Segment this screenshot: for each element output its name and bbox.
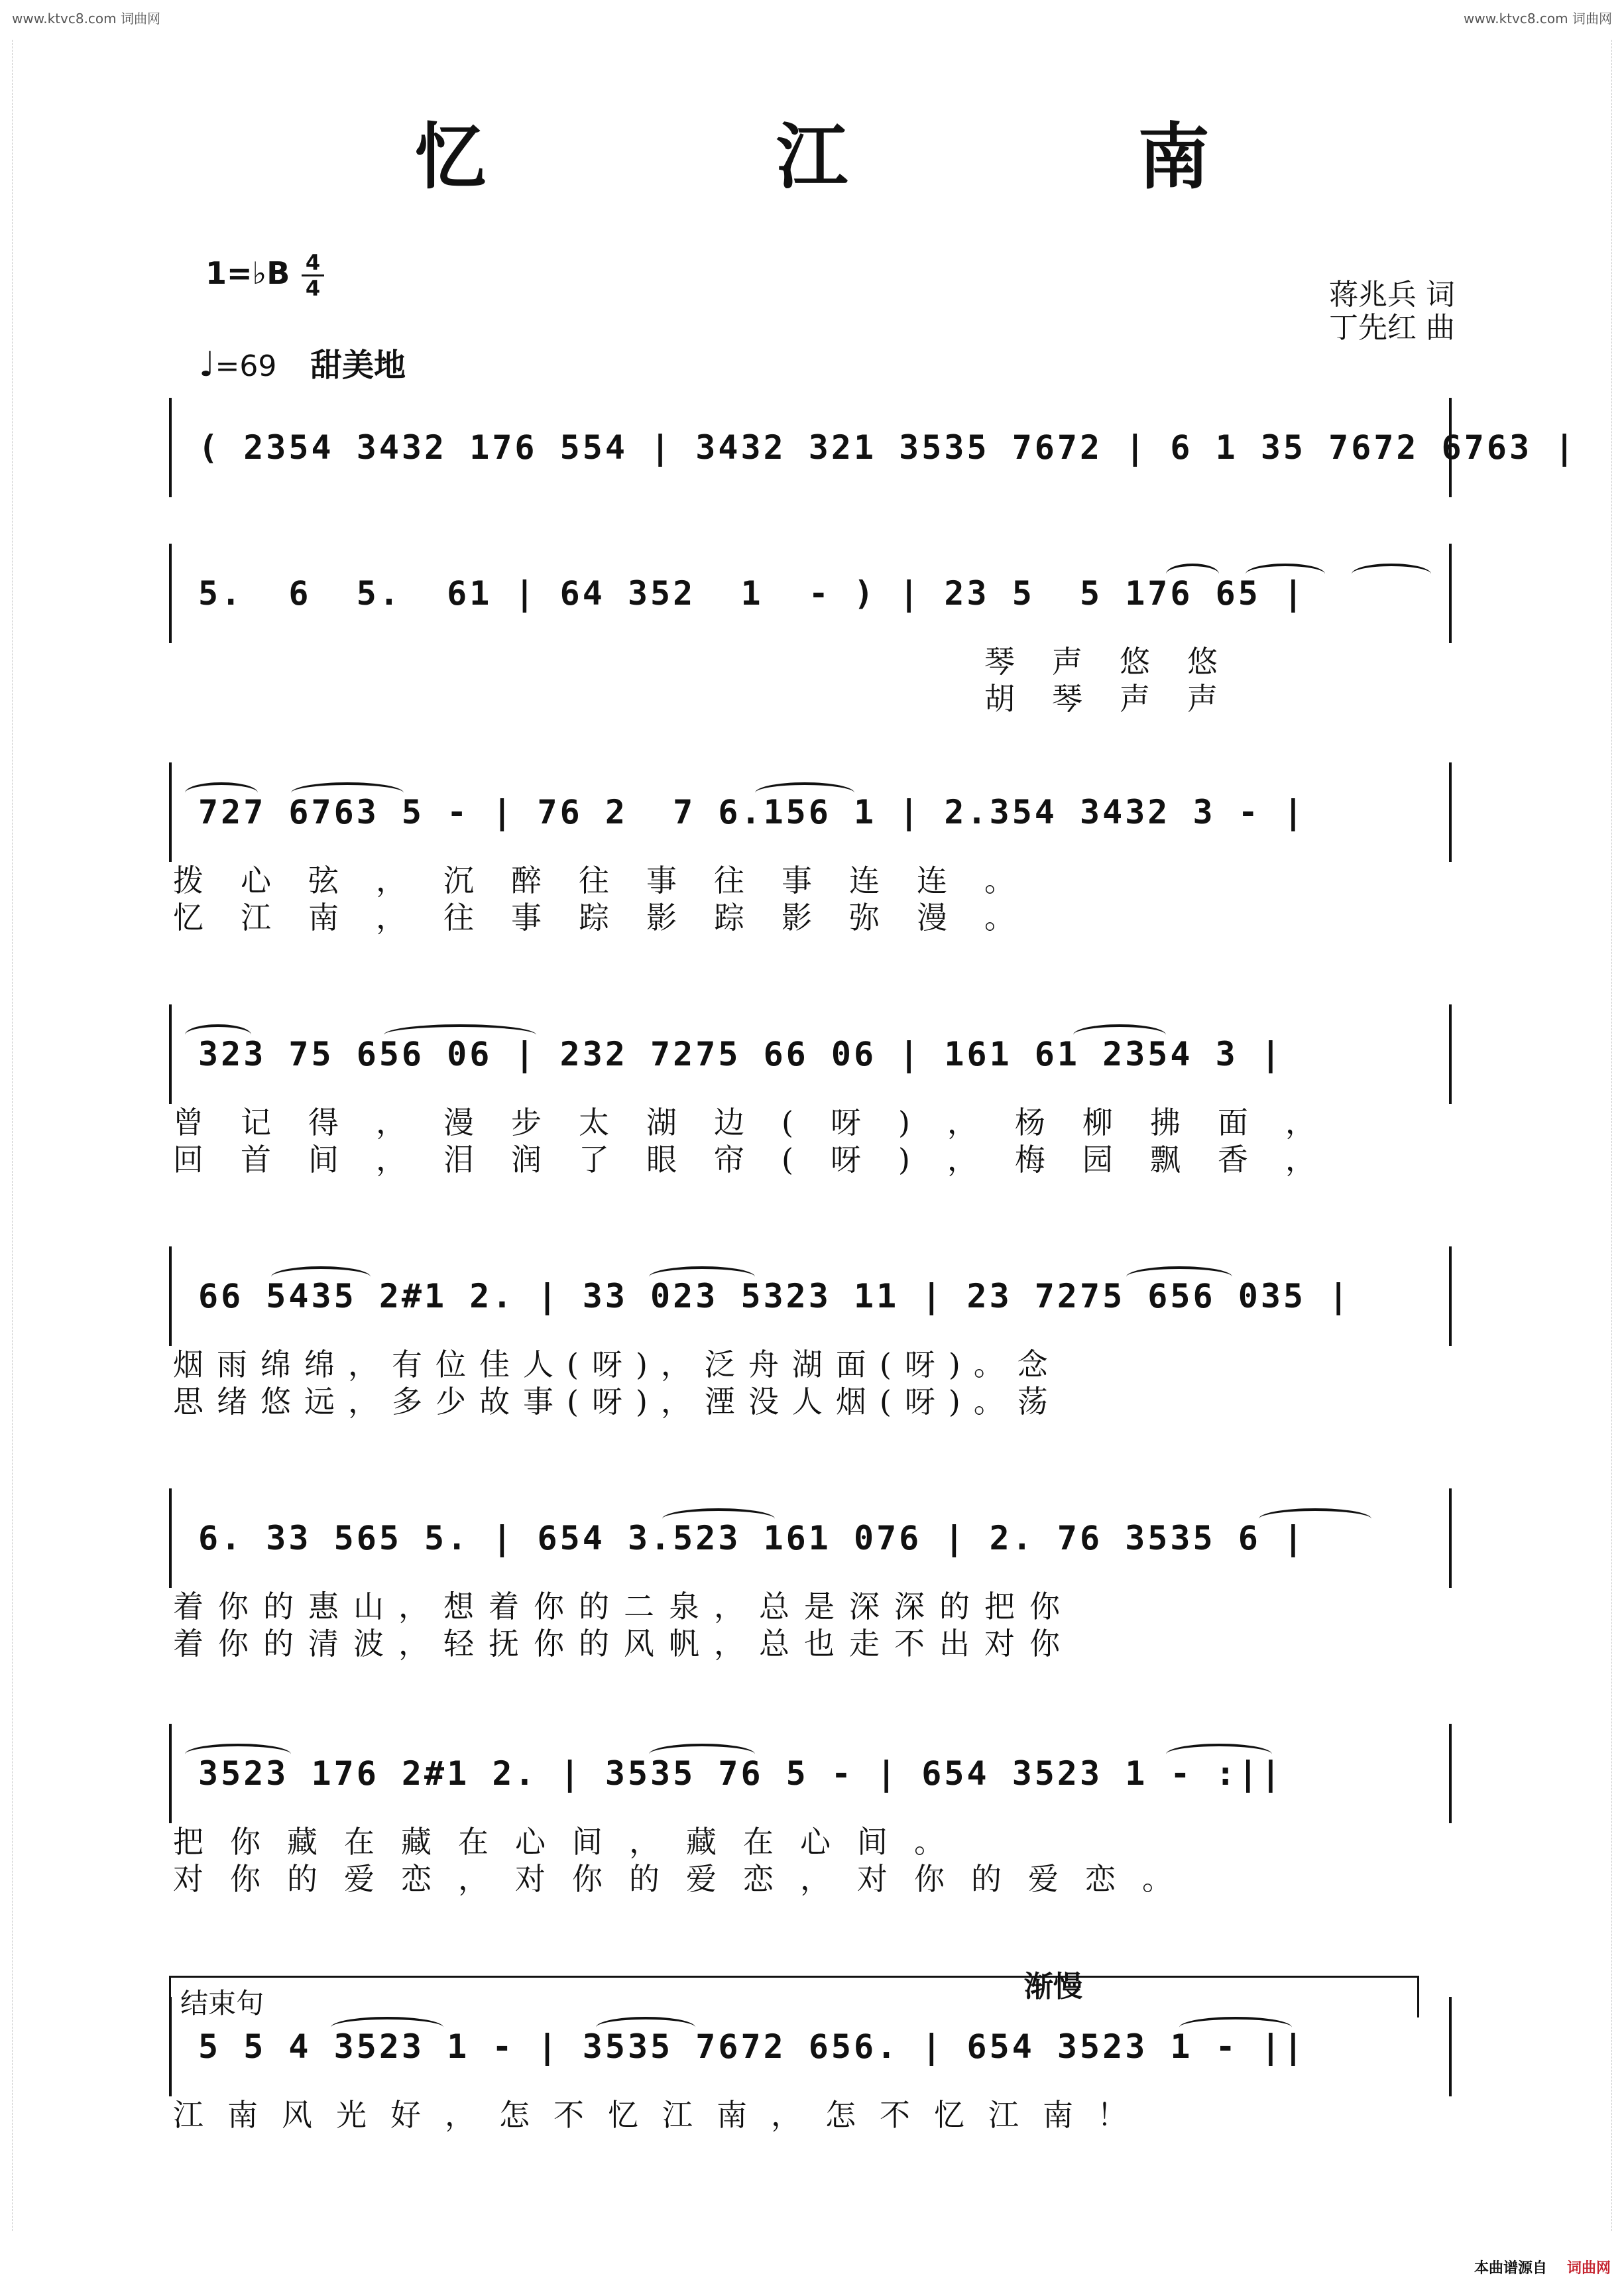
lyric-line-2: 回首间，泪润了眼帘(呀)，梅园飘香， bbox=[173, 1142, 1353, 1177]
notation-line bbox=[169, 762, 1452, 862]
lyricist-credit: 蒋兆兵 词 bbox=[1329, 278, 1455, 312]
lyric-line-1: 着你的惠山，想着你的二泉，总是深深的把你 bbox=[173, 1589, 1074, 1624]
slur-mark bbox=[185, 1744, 291, 1765]
tempo-marking bbox=[199, 345, 276, 385]
lyric-line-1: 曾记得，漫步太湖边(呀)，杨柳拂面， bbox=[173, 1105, 1353, 1140]
song-title: 忆 江 南 bbox=[414, 115, 1342, 199]
slur-mark bbox=[1246, 564, 1325, 585]
jianpu-notes: 5 5 4 3523 1 - | 3535 7672 656. | 654 3523 1 - || bbox=[198, 2027, 1306, 2066]
lyric-line-1: 拨心弦，沉醉往事往事连连。 bbox=[173, 863, 1052, 898]
score-system-4 bbox=[169, 1004, 1452, 1178]
score-system-1 bbox=[169, 398, 1578, 497]
meter-bottom: 4 bbox=[305, 276, 321, 301]
ritardando-marking: 渐慢 bbox=[1024, 1970, 1082, 2004]
lyric-line-1: 烟雨绵绵，有位佳人(呀)，泛舟湖面(呀)。念 bbox=[173, 1347, 1061, 1382]
slur-mark bbox=[1126, 1266, 1232, 1288]
lyric-line-1: 琴声悠悠 bbox=[984, 644, 1255, 680]
slur-mark bbox=[596, 2017, 695, 2038]
slur-mark bbox=[649, 1266, 755, 1288]
slur-mark bbox=[291, 782, 404, 804]
expression-marking: 甜美地 bbox=[310, 347, 406, 384]
tempo-value: =69 bbox=[215, 349, 277, 383]
lyric-line-1: 把你藏在藏在心间，藏在心间。 bbox=[173, 1824, 971, 1860]
slur-mark bbox=[1259, 1508, 1371, 1530]
slur-mark bbox=[662, 1508, 775, 1530]
key-signature: 1=♭B bbox=[205, 255, 290, 291]
jianpu-notes: ( 2354 3432 176 554 | 3432 321 3535 7672 | 6 1 35 7672 6763 | bbox=[198, 428, 1578, 467]
quarter-note-icon: ♩ bbox=[199, 345, 215, 385]
score-system-2 bbox=[169, 544, 1452, 717]
slur-mark bbox=[1073, 1024, 1166, 1046]
slur-mark bbox=[384, 1024, 536, 1046]
slur-mark bbox=[755, 782, 854, 804]
notation-line bbox=[169, 1488, 1452, 1588]
notation-line bbox=[169, 398, 1578, 497]
lyric-line-2: 忆江南，往事踪影踪影弥漫。 bbox=[173, 900, 1052, 935]
footer-source-text: 本曲谱源自 bbox=[1474, 2260, 1547, 2277]
time-signature bbox=[302, 251, 324, 300]
slur-mark bbox=[331, 2017, 443, 2038]
jianpu-notes: 323 75 656 06 | 232 7275 66 06 | 161 61 2354 3 | bbox=[198, 1035, 1283, 1073]
score-system-6 bbox=[169, 1488, 1452, 1662]
page-footer bbox=[1474, 2257, 1611, 2277]
lyric-line-2: 胡琴声声 bbox=[984, 681, 1255, 717]
slur-mark bbox=[649, 1744, 755, 1765]
jianpu-notes: 5. 6 5. 61 | 64 352 1 - ) | 23 5 5 176 65 | bbox=[198, 574, 1306, 613]
jianpu-notes: 66 5435 2#1 2. | 33 023 5323 11 | 23 7275 656 035 | bbox=[198, 1277, 1352, 1315]
jianpu-notes: 6. 33 565 5. | 654 3.523 161 076 | 2. 76 3535 6 | bbox=[198, 1519, 1306, 1557]
composer-credit: 丁先红 曲 bbox=[1329, 311, 1455, 345]
header-right-text: www.ktvc8.com 词曲网 bbox=[1463, 11, 1612, 27]
footer-brand-logo[interactable]: 词曲网 bbox=[1566, 2260, 1611, 2277]
slur-mark bbox=[271, 1266, 371, 1288]
meter-top: 4 bbox=[302, 251, 324, 276]
lyric-line-2: 着你的清波，轻抚你的风帆，总也走不出对你 bbox=[173, 1626, 1074, 1661]
notation-line bbox=[169, 544, 1452, 643]
notation-line bbox=[169, 1997, 1452, 2096]
jianpu-notes: 727 6763 5 - | 76 2 7 6.156 1 | 2.354 3432 3 - | bbox=[198, 793, 1306, 831]
notation-line bbox=[169, 1246, 1452, 1346]
slur-mark bbox=[185, 782, 258, 804]
notation-line bbox=[169, 1004, 1452, 1104]
score-system-8 bbox=[169, 1997, 1452, 2134]
slur-mark bbox=[1352, 564, 1431, 585]
lyric-line-1: 江南风光好，怎不忆江南，怎不忆江南！ bbox=[173, 2097, 1151, 2133]
notation-line bbox=[169, 1724, 1452, 1823]
ending-label: 结束句 bbox=[180, 1987, 264, 2019]
slur-mark bbox=[1166, 564, 1219, 585]
jianpu-notes: 3523 176 2#1 2. | 3535 76 5 - | 654 3523 1 - :|| bbox=[198, 1754, 1283, 1793]
score-system-7 bbox=[169, 1724, 1452, 1897]
page-header bbox=[0, 0, 1624, 27]
slur-mark bbox=[185, 1024, 251, 1046]
header-left-text: www.ktvc8.com 词曲网 bbox=[12, 11, 161, 27]
left-margin-strip bbox=[0, 40, 13, 2231]
slur-mark bbox=[1166, 1744, 1272, 1765]
score-system-3 bbox=[169, 762, 1452, 936]
slur-mark bbox=[1179, 2017, 1292, 2038]
score-system-5 bbox=[169, 1246, 1452, 1420]
right-margin-strip bbox=[1611, 40, 1624, 2231]
lyric-line-2: 思绪悠远，多少故事(呀)，湮没人烟(呀)。荡 bbox=[173, 1384, 1061, 1419]
lyric-line-2: 对你的爱恋，对你的爱恋，对你的爱恋。 bbox=[173, 1861, 1199, 1897]
